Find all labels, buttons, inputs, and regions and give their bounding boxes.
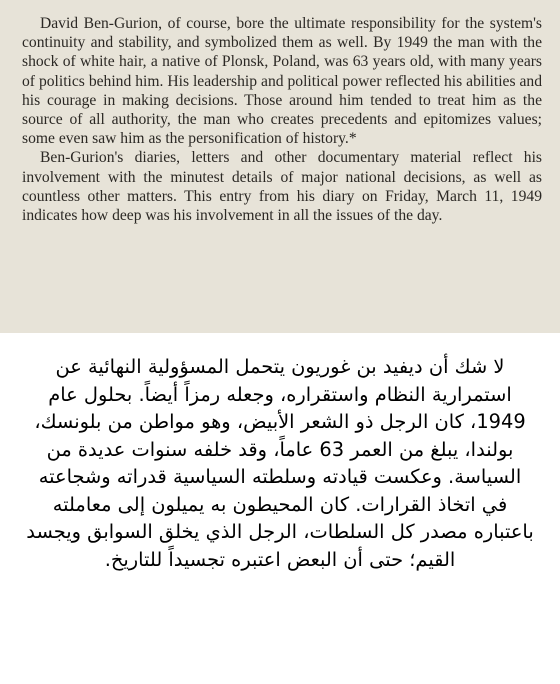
scan-paragraph-1: David Ben-Gurion, of course, bore the ultimate responsibility for the system's continuity and stability, and symbolized them as well. By 1949 the man with the shock of white hair, a native of Plonsk, Poland, was 63 years old, with many years of politics behind him. His leadership and political power reflected his abilities and his courage in making decisions. Those around him tended to treat him as the source of all authority, the man who creates precedents and epitomizes values; some even saw him as the personification of history.* (22, 15, 542, 148)
translation-text: لا شك أن ديفيد بن غوريون يتحمل المسؤولية النهائية عن استمرارية النظام واستقراره، وجعله رمزاً أيضاً. بحلول عام 1949، كان الرجل ذو الشعر الأبيض، وهو مواطن من بلونسك، بولندا، يبلغ من العمر 63 عاماً، وقد خلفه سنوات عديدة من السياسة. وعكست قيادته وسلطته السياسية قدراته وشجاعته في اتخاذ القرارات. كان المحيطون به يميلون إلى معاملته باعتباره مصدر كل السلطات، الرجل الذي يخلق السوابق ويجسد القيم؛ حتى أن البعض اعتبره تجسيداً للتاريخ. (26, 355, 534, 571)
scanned-book-excerpt (0, 0, 560, 333)
scan-paragraph-2: Ben-Gurion's diaries, letters and other documentary material reflect his involvement with the minutest details of major national decisions, as well as countless other matters. This entry from his diary on Friday, March 11, 1949 indicates how deep was his involvement in all the issues of the day. (22, 149, 542, 225)
arabic-translation (0, 333, 560, 684)
